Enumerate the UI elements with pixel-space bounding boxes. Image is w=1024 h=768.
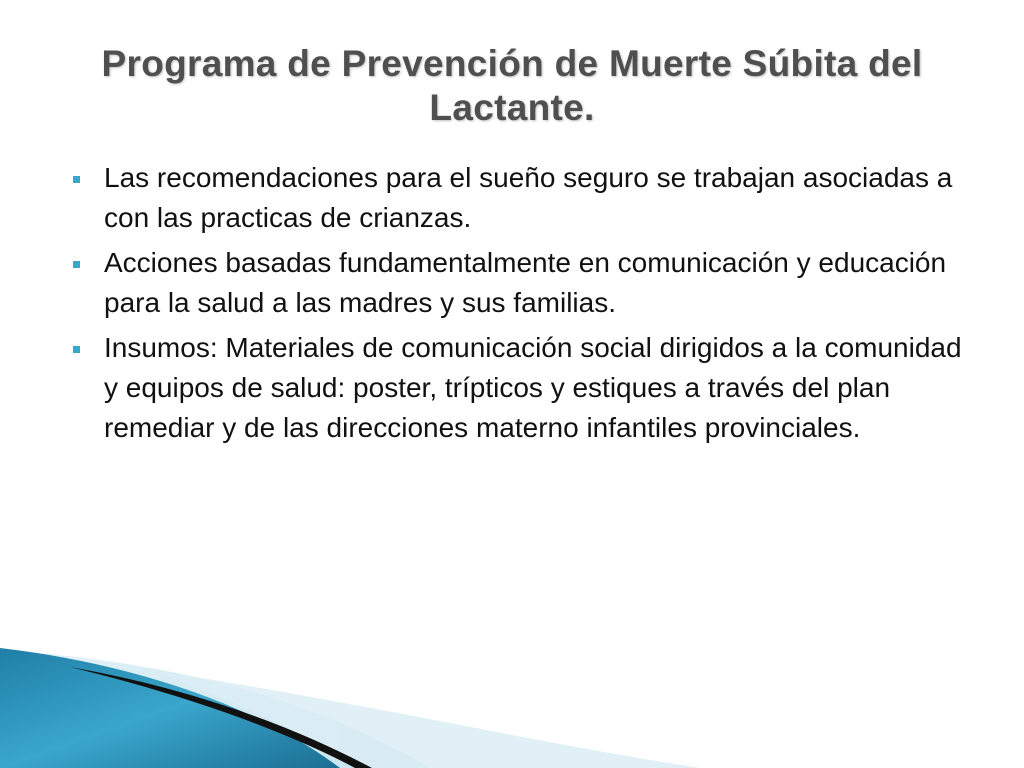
square-bullet-icon xyxy=(73,261,80,268)
bullet-item xyxy=(72,328,962,448)
decor-black-stroke xyxy=(70,667,372,768)
bullet-list xyxy=(72,158,962,453)
square-bullet-icon xyxy=(73,346,80,353)
square-bullet-icon xyxy=(73,176,80,183)
bullet-text: Acciones basadas fundamentalmente en comunicación y educación para la salud a las madres y sus familias. xyxy=(104,247,947,318)
bullet-text: Insumos: Materiales de comunicación social dirigidos a la comunidad y equipos de salud: poster, trípticos y estiques a través del plan remediar y de las direcciones materno infantiles provinciales. xyxy=(104,332,962,443)
decor-light-band xyxy=(0,650,430,768)
bullet-text: Las recomendaciones para el sueño seguro se trabajan asociadas a con las practicas de crianzas. xyxy=(104,162,953,233)
slide-title: Programa de Prevención de Muerte Súbita del Lactante. xyxy=(101,43,923,128)
bullet-item xyxy=(72,158,962,238)
bullet-item xyxy=(72,243,962,323)
decor-teal-band xyxy=(0,648,340,768)
decor-light-sweep xyxy=(150,670,700,768)
